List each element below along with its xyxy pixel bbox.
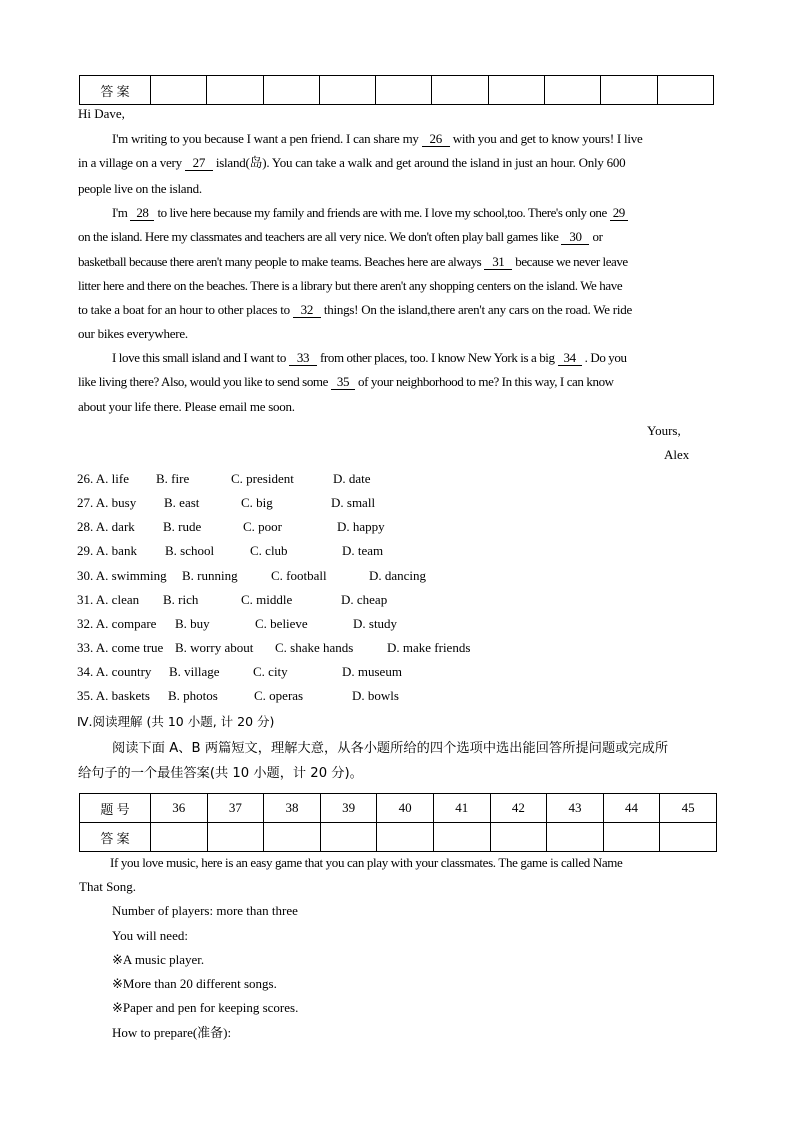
answer-cell-44[interactable] xyxy=(603,823,660,852)
number-cell: 40 xyxy=(377,794,434,823)
option-d: D. dancing xyxy=(369,568,427,583)
option-b: B. worry about xyxy=(175,640,254,655)
question-34: 34. A. country xyxy=(77,664,152,679)
answer-cell-37[interactable] xyxy=(207,823,264,852)
option-b: B. east xyxy=(164,495,200,510)
answer-table-2 xyxy=(79,793,717,852)
question-35: 35. A. baskets xyxy=(77,688,150,703)
blank-35: 35 xyxy=(331,375,355,390)
option-a: A. clean xyxy=(95,592,140,607)
option-b: B. fire xyxy=(156,471,190,486)
answer-cell-29[interactable] xyxy=(319,76,375,105)
answer-cell-27[interactable] xyxy=(207,76,263,105)
passage-line-1: If you love music, here is an easy game that you can play with your classmates. The game is called Name xyxy=(110,855,623,870)
question-33: 33. A. come true xyxy=(77,640,164,655)
answer-cell-42[interactable] xyxy=(490,823,547,852)
answer-row xyxy=(80,76,714,105)
option-a: A. busy xyxy=(95,495,137,510)
option-a: A. country xyxy=(95,664,152,679)
number-row xyxy=(80,794,717,823)
passage-players: Number of players: more than three xyxy=(112,903,298,918)
option-b: B. school xyxy=(165,543,215,558)
number-cell: 39 xyxy=(320,794,377,823)
option-d: D. study xyxy=(353,616,398,631)
option-a: A. baskets xyxy=(95,688,150,703)
option-d: D. bowls xyxy=(352,688,399,703)
answer-row xyxy=(80,823,717,852)
option-c: C. operas xyxy=(254,688,304,703)
question-26: 26. A. life xyxy=(77,471,130,486)
letter-line-3: people live on the island. xyxy=(78,181,202,196)
answer-cell-32[interactable] xyxy=(488,76,544,105)
number-cell: 36 xyxy=(151,794,208,823)
option-b: B. rude xyxy=(163,519,202,534)
option-b: B. photos xyxy=(168,688,218,703)
option-c: C. middle xyxy=(241,592,293,607)
option-d: D. cheap xyxy=(341,592,388,607)
blank-34: 34 xyxy=(558,351,582,366)
option-a: A. dark xyxy=(95,519,135,534)
letter-signature: Alex xyxy=(664,447,690,462)
option-c: C. football xyxy=(271,568,327,583)
blank-32: 32 xyxy=(293,303,321,318)
section-heading: Ⅳ.阅读理解 (共 10 小题, 计 20 分) xyxy=(77,714,275,729)
option-d: D. team xyxy=(342,543,384,558)
answer-cell-33[interactable] xyxy=(545,76,601,105)
answer-cell-26[interactable] xyxy=(151,76,207,105)
answer-label: 答 案 xyxy=(80,76,151,105)
answer-cell-36[interactable] xyxy=(151,823,208,852)
option-b: B. rich xyxy=(163,592,199,607)
passage-need: You will need: xyxy=(112,928,188,943)
number-cell: 43 xyxy=(547,794,604,823)
option-b: B. buy xyxy=(175,616,210,631)
answer-cell-43[interactable] xyxy=(547,823,604,852)
number-cell: 41 xyxy=(433,794,490,823)
option-d: D. museum xyxy=(342,664,402,679)
answer-cell-31[interactable] xyxy=(432,76,488,105)
letter-line-1: I'm writing to you because I want a pen friend. I can share my 26 with you and get to know yours! I live xyxy=(112,131,643,146)
number-cell: 38 xyxy=(264,794,321,823)
option-d: D. make friends xyxy=(387,640,471,655)
option-c: C. poor xyxy=(243,519,282,534)
letter-line-11: like living there? Also, would you like to send some 35 of your neighborhood to me? In this way, I can know xyxy=(78,374,614,389)
letter-line-5: on the island. Here my classmates and teachers are all very nice. We don't often play ball games like 30 or xyxy=(78,229,603,244)
letter-line-10: I love this small island and I want to 33 from other places, too. I know New York is a big 34 . Do you xyxy=(112,350,627,365)
option-b: B. village xyxy=(169,664,220,679)
passage-item-3: ※Paper and pen for keeping scores. xyxy=(112,1000,299,1015)
number-cell: 45 xyxy=(660,794,717,823)
section-instruction-2: 给句子的一个最佳答案(共 10 小题，计 20 分)。 xyxy=(78,766,363,781)
blank-30: 30 xyxy=(561,230,589,245)
section-instruction-1: 阅读下面 A、B 两篇短文，理解大意，从各小题所给的四个选项中选出能回答所提问题或完成所 xyxy=(112,741,669,756)
option-c: C. believe xyxy=(255,616,308,631)
number-cell: 44 xyxy=(603,794,660,823)
question-28: 28. A. dark xyxy=(77,519,135,534)
passage-item-1: ※A music player. xyxy=(112,952,205,967)
letter-line-9: our bikes everywhere. xyxy=(78,326,188,341)
question-32: 32. A. compare xyxy=(77,616,157,631)
option-d: D. happy xyxy=(337,519,385,534)
answer-cell-39[interactable] xyxy=(320,823,377,852)
option-a: A. compare xyxy=(95,616,157,631)
question-31: 31. A. clean xyxy=(77,592,140,607)
number-cell: 37 xyxy=(207,794,264,823)
answer-cell-45[interactable] xyxy=(660,823,717,852)
option-a: A. bank xyxy=(95,543,137,558)
question-27: 27. A. busy xyxy=(77,495,137,510)
option-a: A. life xyxy=(95,471,130,486)
option-c: C. president xyxy=(231,471,294,486)
number-label: 题 号 xyxy=(80,794,151,823)
option-d: D. small xyxy=(331,495,376,510)
answer-cell-41[interactable] xyxy=(433,823,490,852)
answer-cell-38[interactable] xyxy=(264,823,321,852)
letter-closing: Yours, xyxy=(647,423,681,438)
option-c: C. club xyxy=(250,543,288,558)
question-29: 29. A. bank xyxy=(77,543,137,558)
passage-item-2: ※More than 20 different songs. xyxy=(112,976,277,991)
letter-line-7: litter here and there on the beaches. There is a library but there aren't any shopping centers on the island. We have xyxy=(78,278,623,293)
option-a: A. swimming xyxy=(95,568,167,583)
option-d: D. date xyxy=(333,471,371,486)
option-b: B. running xyxy=(182,568,238,583)
answer-label: 答 案 xyxy=(80,823,151,852)
answer-cell-30[interactable] xyxy=(376,76,432,105)
answer-cell-40[interactable] xyxy=(377,823,434,852)
letter-line-4: I'm 28 to live here because my family and friends are with me. I love my school,too. There's only one 29 xyxy=(112,205,631,221)
question-30: 30. A. swimming xyxy=(77,568,167,583)
answer-table-1 xyxy=(79,75,714,105)
answer-cell-34[interactable] xyxy=(601,76,657,105)
letter-line-12: about your life there. Please email me soon. xyxy=(78,399,295,414)
option-c: C. shake hands xyxy=(275,640,354,655)
passage-line-2: That Song. xyxy=(79,879,137,894)
letter-line-6: basketball because there aren't many people to make teams. Beaches here are always 31 because we never leave xyxy=(78,254,628,269)
blank-33: 33 xyxy=(289,351,317,366)
blank-27: 27 xyxy=(185,156,213,171)
number-cell: 42 xyxy=(490,794,547,823)
blank-29: 29 xyxy=(610,206,628,221)
option-c: C. big xyxy=(241,495,273,510)
letter-greeting: Hi Dave, xyxy=(78,106,125,121)
letter-line-2: in a village on a very 27 island(岛). You can take a walk and get around the island in just an hour. Only 600 xyxy=(78,155,626,170)
blank-31: 31 xyxy=(484,255,512,270)
letter-line-8: to take a boat for an hour to other places to 32 things! On the island,there aren't any cars on the road. We ride xyxy=(78,302,632,317)
answer-cell-28[interactable] xyxy=(263,76,319,105)
option-a: A. come true xyxy=(95,640,164,655)
blank-26: 26 xyxy=(422,132,450,147)
passage-prepare: How to prepare(准备): xyxy=(112,1025,232,1040)
blank-28: 28 xyxy=(130,206,154,221)
option-c: C. city xyxy=(253,664,288,679)
answer-cell-35[interactable] xyxy=(657,76,713,105)
